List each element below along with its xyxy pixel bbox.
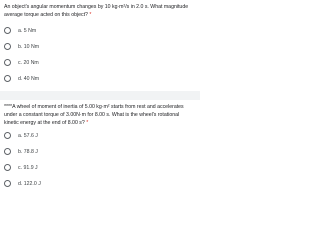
option-label: a. 57.6 J <box>18 132 38 139</box>
radio-button[interactable] <box>4 59 11 66</box>
option-label: c. 91.9 J <box>18 164 38 171</box>
required-asterisk: * <box>86 120 89 126</box>
option-c[interactable] <box>4 57 39 68</box>
section-divider <box>0 91 200 100</box>
question-text <box>4 3 194 19</box>
question-title: ****A wheel of moment of inertia of 5.00 kg·m² starts from rest and accelerates under a constant torque of 3.00N·m for 8.00 s. What is the wheel's rotational kinetic energy at the end of 8.00 s? <box>4 104 184 126</box>
radio-button[interactable] <box>4 132 11 139</box>
option-b[interactable] <box>4 146 38 157</box>
radio-button[interactable] <box>4 148 11 155</box>
question-text <box>4 103 194 127</box>
option-label: a. 5 Nm <box>18 27 37 34</box>
option-label: d. 122.0 J <box>18 180 41 187</box>
option-b[interactable] <box>4 41 39 52</box>
question-card-1 <box>0 0 200 91</box>
option-label: d. 40 Nm <box>18 75 40 82</box>
radio-button[interactable] <box>4 27 11 34</box>
radio-button[interactable] <box>4 164 11 171</box>
question-card-2 <box>0 100 200 195</box>
option-d[interactable] <box>4 178 41 189</box>
option-d[interactable] <box>4 73 39 84</box>
option-label: b. 78.8 J <box>18 148 38 155</box>
required-asterisk: * <box>89 12 92 18</box>
radio-button[interactable] <box>4 180 11 187</box>
option-a[interactable] <box>4 130 38 141</box>
option-a[interactable] <box>4 25 36 36</box>
radio-button[interactable] <box>4 75 11 82</box>
option-c[interactable] <box>4 162 38 173</box>
radio-button[interactable] <box>4 43 11 50</box>
option-label: c. 20 Nm <box>18 59 39 66</box>
option-label: b. 10 Nm <box>18 43 40 50</box>
question-title: An object's angular momentum changes by 10 kg·m²/s in 2.0 s. What magnitude average torque acted on this object? <box>4 4 189 18</box>
